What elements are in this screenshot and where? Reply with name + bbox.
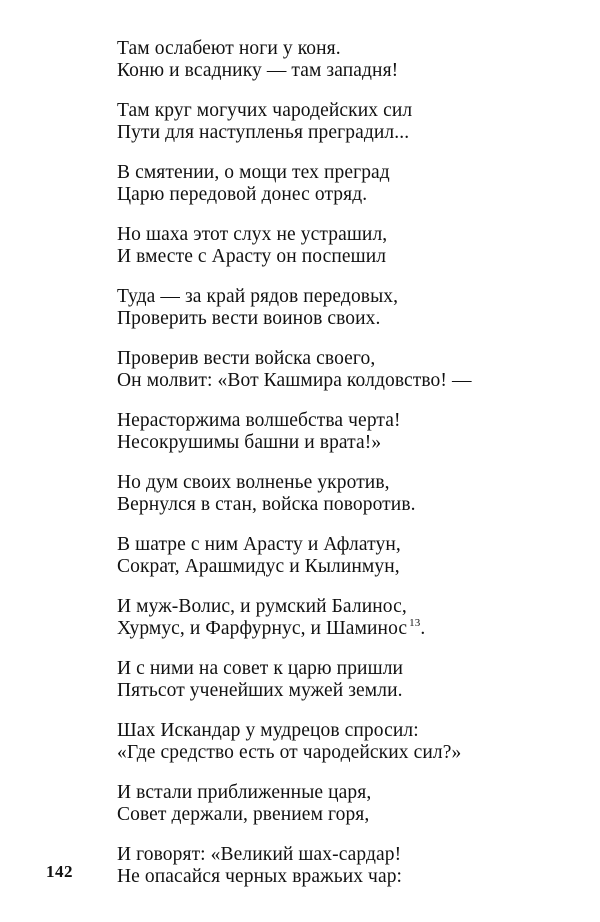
verse-line: Но дум своих волненье укротив, [117,472,390,493]
stanza [117,162,557,205]
footnote-marker[interactable]: 13 [409,617,421,629]
stanza [117,658,557,701]
verse-line: Не опасайся черных вражьих чар: [117,865,403,887]
stanza [117,534,557,577]
verse-line-punctuation: . [420,617,426,639]
verse-line: Нерасторжима волшебства черта! [117,410,401,431]
verse-line: Коню и всаднику — там западня! [117,59,399,81]
verse-line: Вернулся в стан, войска поворотив. [117,493,416,515]
verse-line: Проверив вести войска своего, [117,348,376,369]
verse-line: Там ослабеют ноги у коня. [117,38,341,59]
verse-line: Шах Искандар у мудрецов спросил: [117,720,419,741]
verse-line: Пути для наступленья преградил... [117,121,410,143]
stanza [117,844,557,887]
verse-line: И встали приближенные царя, [117,782,372,803]
verse-line-with-footnote [117,618,557,640]
verse-line: И говорят: «Великий шах-сардар! [117,844,402,865]
verse-line: И с ними на совет к царю пришли [117,658,404,679]
verse-line: В шатре с ним Арасту и Афлатун, [117,534,401,555]
verse-line: И вместе с Арасту он поспешил [117,245,387,267]
poem-text [117,38,557,906]
verse-line: Там круг могучих чародейских сил [117,100,413,121]
stanza [117,720,557,763]
verse-line: Но шаха этот слух не устрашил, [117,224,388,245]
verse-line: Совет держали, рвением горя, [117,803,370,825]
stanza [117,224,557,267]
page-number: 142 [46,862,73,881]
verse-line: Туда — за край рядов передовых, [117,286,399,307]
stanza [117,472,557,515]
stanza [117,596,557,639]
verse-line: Проверить вести воинов своих. [117,307,381,329]
verse-line: Царю передовой донес отряд. [117,183,368,205]
verse-line: Сократ, Арашмидус и Кылинмун, [117,555,400,577]
verse-line: В смятении, о мощи тех преград [117,162,390,183]
verse-line: Несокрушимы башни и врата!» [117,431,382,453]
verse-line: И муж-Волис, и румский Балинос, [117,596,407,617]
stanza [117,348,557,391]
stanza [117,410,557,453]
verse-line: «Где средство есть от чародейских сил?» [117,741,462,763]
stanza [117,38,557,81]
stanza [117,100,557,143]
verse-line-text: Хурмус, и Фарфурнус, и Шаминос [117,617,408,639]
stanza [117,782,557,825]
stanza [117,286,557,329]
verse-line: Пятьсот ученейших мужей земли. [117,679,403,701]
verse-line: Он молвит: «Вот Кашмира колдовство! — [117,369,472,391]
